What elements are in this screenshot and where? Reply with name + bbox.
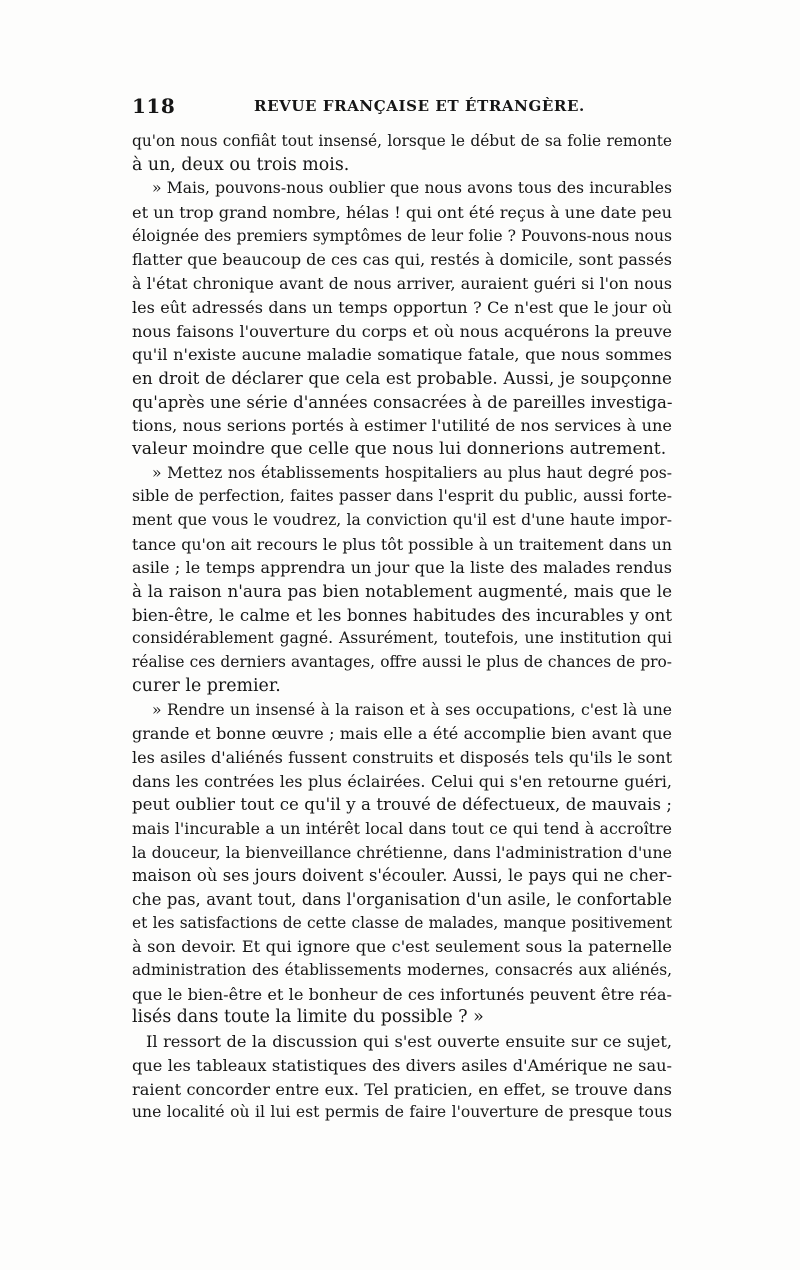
text-line: les asiles d'aliénés fussent construits et disposés tels qu'ils le sont [132,747,672,767]
text-line: à l'état chronique avant de nous arriver, auraient guéri si l'on nous [132,274,672,294]
text-line: mais l'incurable a un intérêt local dans tout ce qui tend à accroître [132,818,672,838]
text-line: dans les contrées les plus éclairées. Celui qui s'en retourne guéri, [132,771,672,791]
text-line: qu'après une série d'années consacrées à de pareilles investiga- [132,392,673,412]
text-line: » Rendre un insensé à la raison et à ses occupations, c'est là une [152,700,672,719]
text-line: maison où ses jours doivent s'écouler. Aussi, le pays qui ne cher- [132,866,672,886]
text-line: nous faisons l'ouverture du corps et où nous acquérons la preuve [132,321,672,341]
body-text [132,130,672,1125]
text-line: à son devoir. Et qui ignore que c'est seulement sous la paternelle [132,937,672,957]
text-line: et un trop grand nombre, hélas ! qui ont été reçus à une date peu [132,203,672,223]
text-line: ment que vous le voudrez, la conviction qu'il est d'une haute impor- [132,511,672,529]
text-line: tions, nous serions portés à estimer l'utilité de nos services à une [132,416,672,436]
text-line: » Mettez nos établissements hospitaliers au plus haut degré pos- [152,463,672,482]
page-number: 118 [132,94,176,118]
text-line: et les satisfactions de cette classe de malades, manque positivement [132,913,672,932]
text-line: éloignée des premiers symptômes de leur folie ? Pouvons-nous nous [132,226,672,245]
text-line: raient concorder entre eux. Tel praticien, en effet, se trouve dans [132,1079,672,1099]
text-line: que les tableaux statistiques des divers asiles d'Amérique ne sau- [132,1055,672,1075]
text-line: bien-être, le calme et les bonnes habitudes des incurables y ont [132,605,672,625]
text-line: réalise ces derniers avantages, offre aussi le plus de chances de pro- [132,653,672,672]
text-line: une localité où il lui est permis de faire l'ouverture de presque tous [132,1103,672,1122]
text-line: à la raison n'aura pas bien notablement augmenté, mais que le [132,581,672,602]
page-header [132,94,672,118]
text-line: peut oublier tout ce qu'il y a trouvé de défectueux, de mauvais ; [132,795,672,815]
text-line: qu'il n'existe aucune maladie somatique fatale, que nous sommes [132,345,672,365]
text-line: la douceur, la bienveillance chrétienne, dans l'administration d'une [132,842,672,862]
text-line: qu'on nous confiât tout insensé, lorsque le début de sa folie remonte [132,132,672,150]
text-line: valeur moindre que celle que nous lui donnerions autrement. [132,438,667,459]
text-line: sible de perfection, faites passer dans l'esprit du public, aussi forte- [132,487,672,506]
text-line: » Mais, pouvons-nous oublier que nous avons tous des incurables [152,179,672,198]
text-line: que le bien-être et le bonheur de ces infortunés peuvent être réa- [132,984,672,1004]
text-line: che pas, avant tout, dans l'organisation d'un asile, le confortable [132,890,672,909]
text-line: Il ressort de la discussion qui s'est ouverte ensuite sur ce sujet, [146,1032,672,1052]
text-line: curer le premier. [132,675,281,696]
text-line: les eût adressés dans un temps opportun ? Ce n'est que le jour où [132,297,672,317]
text-line: administration des établissements modernes, consacrés aux aliénés, [132,961,672,980]
text-line: tance qu'on ait recours le plus tôt possible à un traitement dans un [132,534,672,554]
text-line: lisés dans toute la limite du possible ? » [132,1007,484,1028]
running-title: REVUE FRANÇAISE ET ÉTRANGÈRE. [254,97,585,115]
text-line: à un, deux ou trois mois. [132,154,350,175]
text-line: en droit de déclarer que cela est probable. Aussi, je soupçonne [132,367,672,388]
text-line: flatter que beaucoup de ces cas qui, restés à domicile, sont passés [132,250,673,270]
text-line: grande et bonne œuvre ; mais elle a été accomplie bien avant que [132,724,672,744]
text-line: asile ; le temps apprendra un jour que la liste des malades rendus [132,558,672,578]
text-line: considérablement gagné. Assurément, toutefois, une institution qui [132,629,672,648]
